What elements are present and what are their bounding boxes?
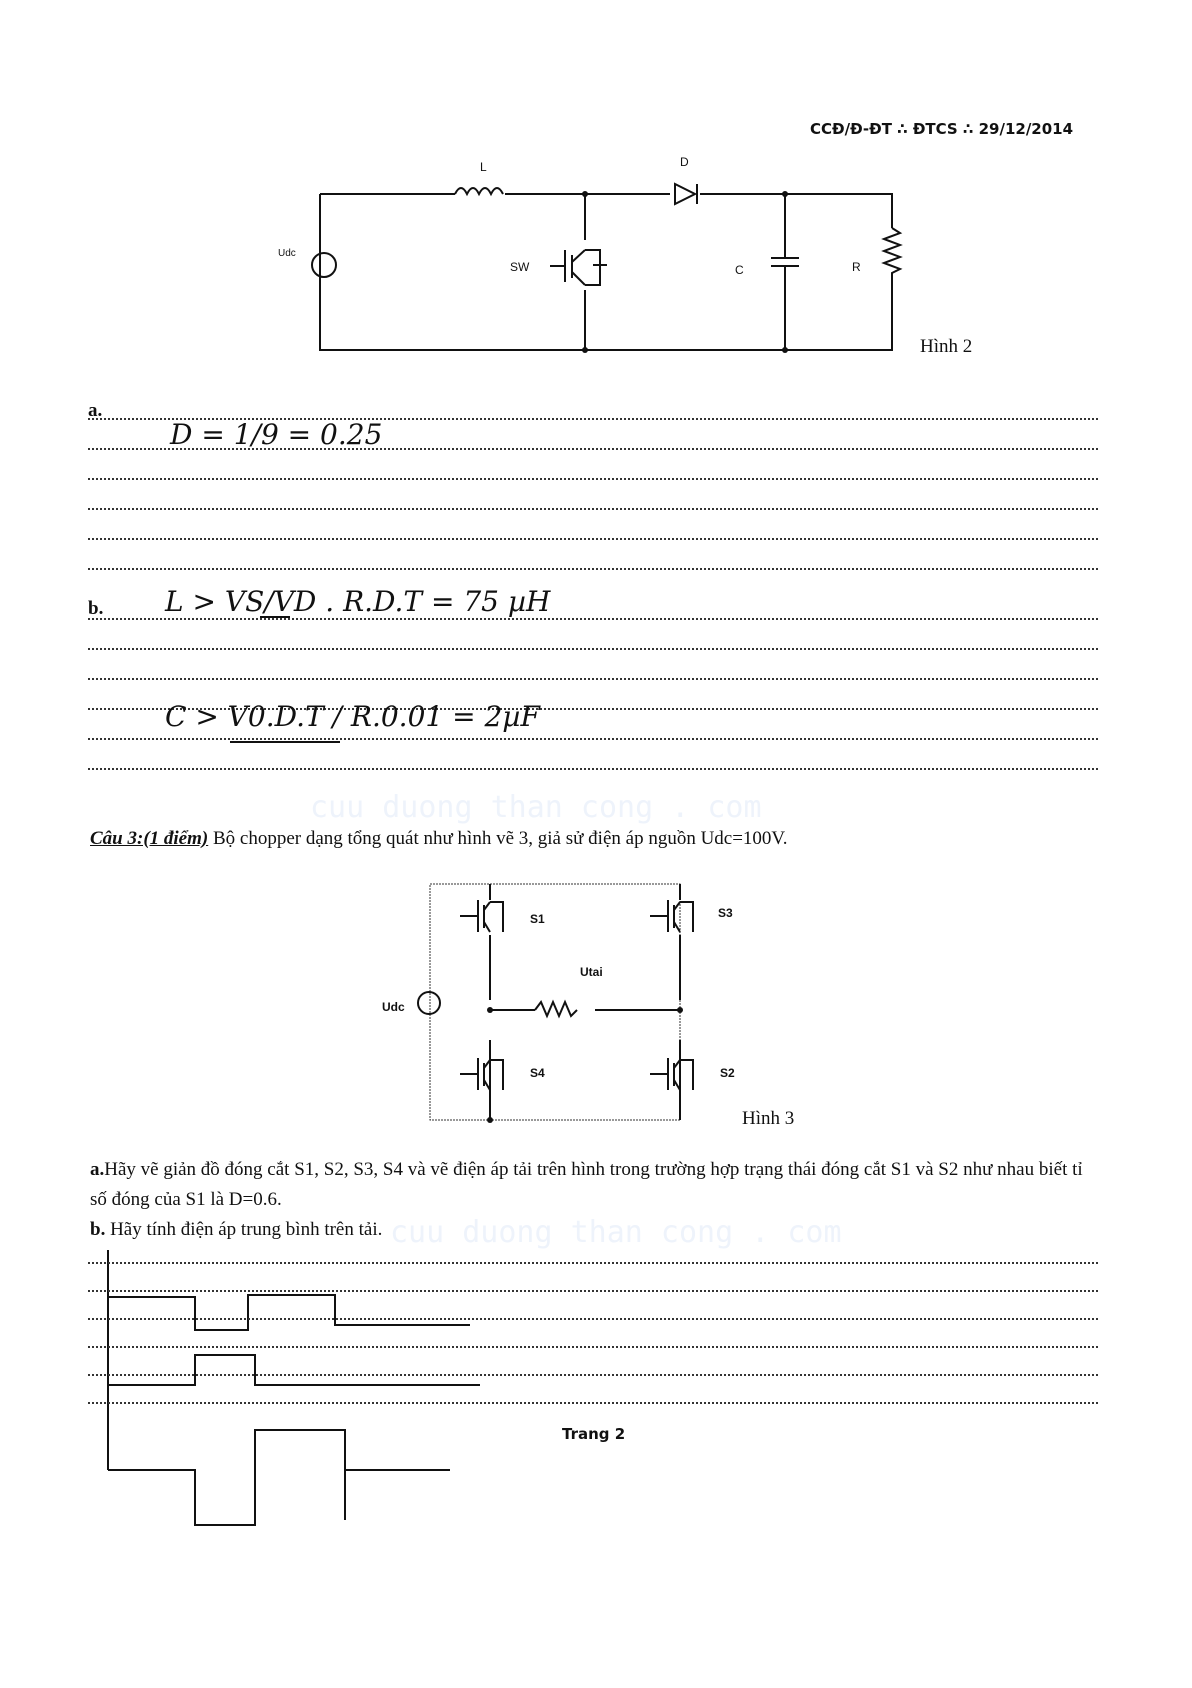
figure-2-caption: Hình 2 <box>920 336 973 357</box>
handwritten-answer-a: D = 1/9 = 0.25 <box>170 418 383 451</box>
label-C: C <box>735 263 744 277</box>
label-Utai: Utai <box>580 965 603 979</box>
label-Udc-3: Udc <box>382 1000 405 1014</box>
figure-3-caption: Hình 3 <box>742 1108 795 1129</box>
part-a-label: a. <box>88 400 103 421</box>
q3b-text: Hãy tính điện áp trung bình trên tải. <box>105 1219 383 1240</box>
label-L: L <box>480 160 487 174</box>
part-b-label: b. <box>88 598 104 619</box>
question-3-title: Câu 3:(1 điểm) <box>90 828 209 849</box>
page-footer: Trang 2 <box>562 1425 626 1443</box>
watermark-2: cuu duong than cong . com <box>390 1215 842 1250</box>
handwritten-answer-C: C > V0.D.T / R.0.01 = 2µF <box>165 700 540 733</box>
q3a-label: a. <box>90 1159 105 1180</box>
label-D: D <box>680 155 689 169</box>
question-3-text: Bộ chopper dạng tổng quát như hình vẽ 3, giả sử điện áp nguồn Udc=100V. <box>208 828 788 849</box>
label-S4: S4 <box>530 1066 545 1080</box>
header: CCĐ/Đ-ĐT ∴ ĐTCS ∴ 29/12/2014 <box>810 120 1074 138</box>
handwritten-answer-L: L > VS/VD . R.D.T = 75 µH <box>165 585 551 618</box>
label-S2: S2 <box>720 1066 735 1080</box>
q3b-label: b. <box>90 1219 106 1240</box>
label-S3: S3 <box>718 906 733 920</box>
q3a-text: Hãy vẽ giản đồ đóng cắt S1, S2, S3, S4 và vẽ điện áp tải trên hình trong trường hợp trạng thái đóng cắt S1 và S2 như nhau biết tỉ số đóng của S1 là D=0.6. <box>90 1159 1083 1210</box>
watermark: cuu duong than cong . com <box>310 790 762 825</box>
label-S1: S1 <box>530 912 545 926</box>
label-R: R <box>852 260 861 274</box>
label-Udc: Udc <box>278 248 296 259</box>
inductor-icon <box>455 188 503 194</box>
label-SW: SW <box>510 260 530 274</box>
